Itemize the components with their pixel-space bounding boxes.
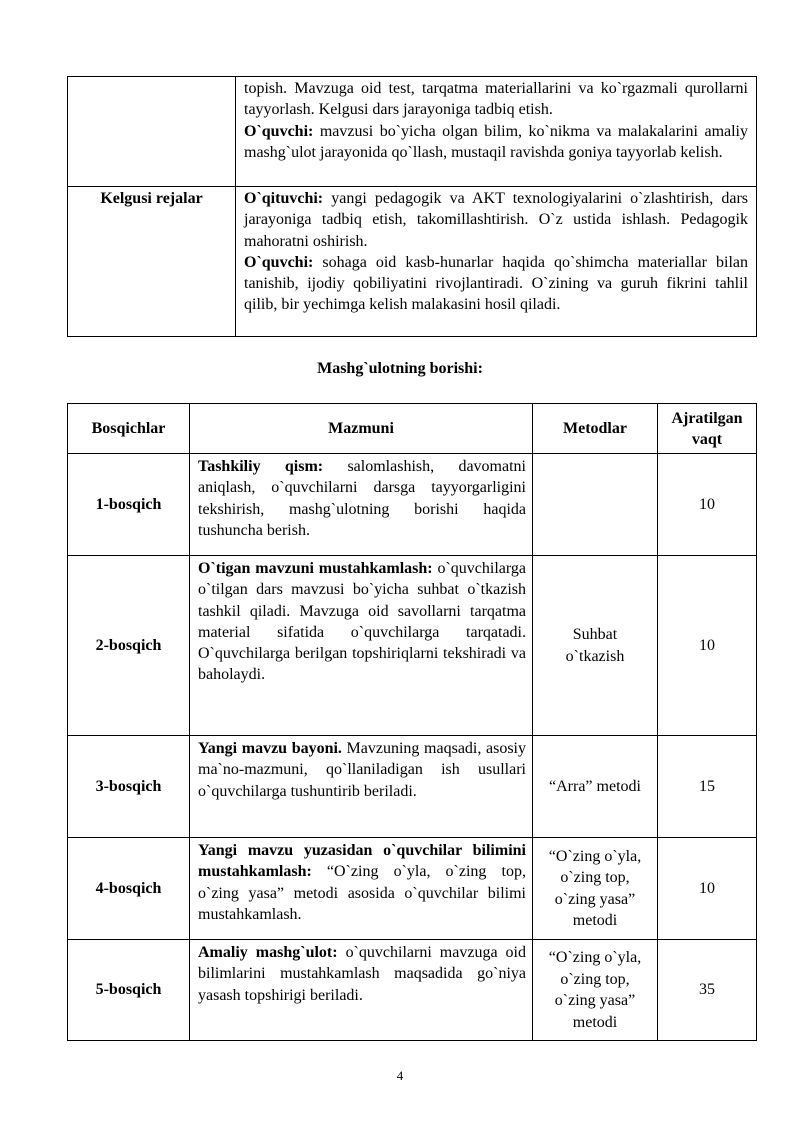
steps-header-row [68, 404, 757, 454]
content-text: Mavzuning maqsadi, asosiy ma`no-mazmuni, qo`llaniladigan ish usullari o`quvchilarga tushuntirib beriladi. [198, 740, 526, 800]
header-methods: Metodlar [533, 404, 658, 454]
table-row [68, 454, 757, 556]
plan-row-label: Kelgusi rejalar [68, 187, 236, 337]
table-row [68, 838, 757, 940]
method-cell: “O`zing o`yla, o`zing top, o`zing yasa” metodi [533, 838, 658, 940]
content-heading: Amaliy mashg`ulot: [198, 944, 338, 961]
content-text: o`quvchilarni mavzuga oid bilimlarini mustahkamlash maqsadida go`niya yasash topshirigi beriladi. [198, 944, 527, 1004]
plans-table [67, 76, 757, 337]
role-label: O`quvchi: [244, 122, 314, 140]
page-number: 4 [396, 1068, 404, 1083]
role-text: yangi pedagogik va AKT texnologiyalarini o`zlashtirish, dars jarayoniga tadbiq etish, takomillashtirish. O`z ustida ishlash. Pedagogik mahoratni oshirish. [244, 190, 748, 250]
table-row [68, 940, 757, 1041]
header-time-line1: Ajratilgan [671, 409, 743, 427]
time-cell: 35 [658, 940, 757, 1041]
content-text: salomlashish, davomatni aniqlash, o`quvchilarni darsga tayyorgarligini tekshirish, mashg`ulotning borishi haqida tushuncha berish. [198, 458, 526, 539]
time-cell: 10 [658, 454, 757, 556]
content-heading: Yangi mavzu bayoni. [198, 740, 342, 757]
plan-text-teacher [244, 188, 748, 252]
time-cell: 15 [658, 736, 757, 838]
header-content: Mazmuni [190, 404, 533, 454]
plan-text-student [244, 121, 748, 164]
time-cell: 10 [658, 556, 757, 736]
content-cell [190, 940, 533, 1041]
method-cell [533, 454, 658, 556]
header-time-line2: vaqt [691, 430, 723, 448]
content-heading: Tashkiliy qism: [198, 458, 324, 475]
plan-row-label [68, 77, 236, 187]
method-cell: Suhbat o`tkazish [533, 556, 658, 736]
content-text: “O`zing o`yla, o`zing top, o`zing yasa” metodi asosida o`quvchilar bilimi mustahkamlash. [198, 863, 526, 923]
content-heading: Yangi mavzu yuzasidan o`quvchilar bilimini mustahkamlash: [198, 842, 526, 881]
header-stage: Bosqichlar [68, 404, 190, 454]
time-cell: 10 [658, 838, 757, 940]
content-cell [190, 736, 533, 838]
content-cell [190, 556, 533, 736]
plan-text: topish. Mavzuga oid test, tarqatma materiallarini va ko`rgazmali qurollarni tayyorlash. Kelgusi dars jarayoniga tadbiq etish. [244, 80, 748, 119]
role-label: O`qituvchi: [244, 190, 324, 207]
content-cell [190, 454, 533, 556]
role-text: mavzusi bo`yicha olgan bilim, ko`nikma va malakalarini amaliy mashg`ulot jarayonida qo`llash, mustaqil ravishda goniya tayyorlab kelish. [244, 122, 748, 161]
content-text: o`quvchilarga o`tilgan dars mavzusi bo`yicha suhbat o`tkazish tashkil qiladi. Mavzuga oid savollarni tarqatma material sifatida o`quvchilarga tarqatadi. O`quvchilarga berilgan topshiriqlarni tekshiradi va baholaydi. [198, 560, 527, 684]
plan-text-student [244, 252, 748, 316]
stage-cell: 1-bosqich [68, 454, 190, 556]
content-heading: O`tigan mavzuni mustahkamlash: [198, 560, 433, 577]
stage-cell: 2-bosqich [68, 556, 190, 736]
method-cell: “O`zing o`yla, o`zing top, o`zing yasa” metodi [533, 940, 658, 1041]
table-row [68, 556, 757, 736]
stage-cell: 4-bosqich [68, 838, 190, 940]
table-row [68, 736, 757, 838]
stage-cell: 3-bosqich [68, 736, 190, 838]
plan-row-future [68, 187, 757, 337]
header-time [658, 404, 757, 454]
section-title: Mashg`ulotning borishi: [317, 360, 483, 377]
plan-row-content [236, 77, 757, 187]
content-cell [190, 838, 533, 940]
method-cell: “Arra” metodi [533, 736, 658, 838]
role-text: sohaga oid kasb-hunarlar haqida qo`shimcha materiallar bilan tanishib, ijodiy qobiliyatini rivojlantiradi. O`zining va guruh fikrini tahlil qilib, bir yechimga kelish malakasini hosil qiladi. [244, 253, 748, 314]
plan-row-continuation [68, 77, 757, 187]
plan-row-content [236, 187, 757, 337]
role-label: O`quvchi: [244, 253, 314, 271]
steps-table [67, 403, 757, 1041]
stage-cell: 5-bosqich [68, 940, 190, 1041]
